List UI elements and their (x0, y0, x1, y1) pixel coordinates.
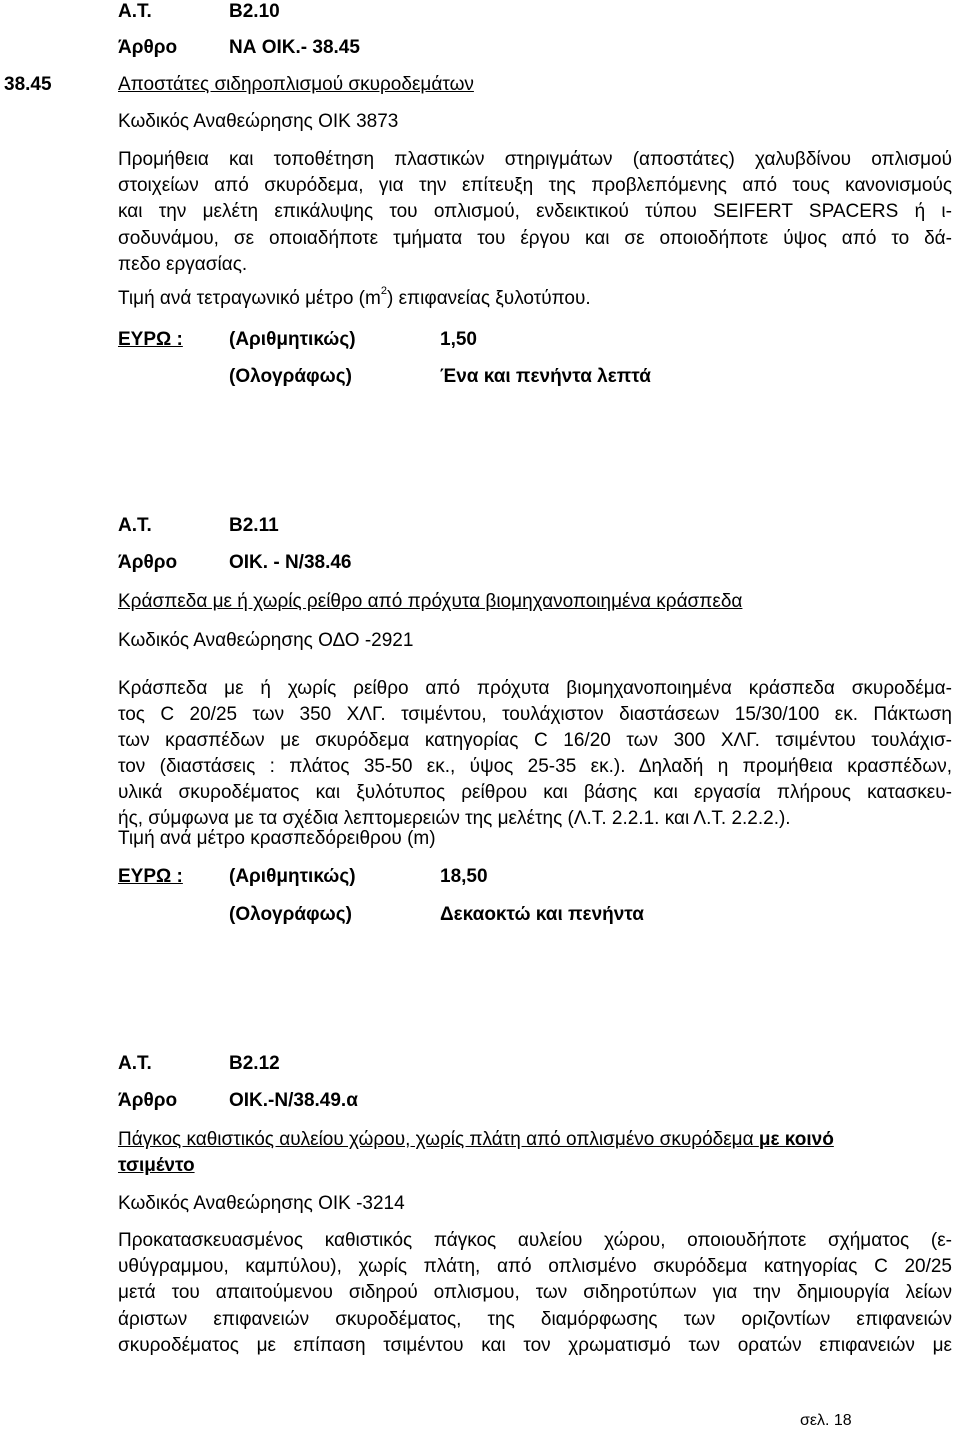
item2-description-line: των κρασπέδων με σκυρόδεμα κατηγορίας C 16/20 των 300 ΧΛΓ. τσιμέντου τουλάχισ- (118, 730, 952, 751)
item3-revision-code: Κωδικός Αναθεώρησης ΟΙΚ -3214 (118, 1193, 405, 1214)
item3-description-line: σκυροδέματος με επίπαση τσιμέντου και τον χρωματισμό των ορατών επιφανειών με (118, 1334, 952, 1356)
item2-numeric-label: (Αριθμητικώς) (229, 866, 356, 887)
item3-description-line: μετά του απαιτούμενου σιδηρού οπλισμου, των σιδηροτύπων για την δημιουργία λείων (118, 1282, 952, 1304)
item1-revision-code: Κωδικός Αναθεώρησης ΟΙΚ 3873 (118, 111, 399, 132)
item1-unit-before: Τιμή ανά τετραγωνικό μέτρο (m (118, 288, 381, 309)
item1-arthro-value: ΝΑ ΟΙΚ.- 38.45 (229, 37, 360, 58)
item1-description (118, 147, 952, 278)
item2-description (118, 676, 952, 832)
item2-title: Κράσπεδα με ή χωρίς ρείθρο από πρόχυτα βιομηχανοποιημένα κράσπεδα (118, 591, 743, 612)
item1-words-label: (Ολογράφως) (229, 366, 352, 387)
item3-description (118, 1228, 952, 1359)
item3-at-value: Β2.12 (229, 1053, 280, 1074)
item1-unit-sup: 2 (380, 285, 387, 297)
item2-at-label: Α.Τ. (118, 515, 152, 536)
item2-at-value: Β2.11 (229, 515, 279, 536)
item2-euro-label: ΕΥΡΩ : (118, 866, 183, 887)
item3-title-plain: Πάγκος καθιστικός αυλείου χώρου, χωρίς πλάτη από οπλισμένο σκυρόδεμα (118, 1129, 759, 1150)
item1-number: 38.45 (4, 74, 52, 95)
item2-description-line: ής, σύμφωνα με τα σχέδια λεπτομερειών της μελέτης (Λ.Τ. 2.2.1. και Λ.Τ. 2.2.2.). (118, 808, 791, 829)
item1-euro-label: ΕΥΡΩ : (118, 329, 183, 350)
item3-title-line2: τσιμέντο (118, 1155, 195, 1176)
item1-at-value: Β2.10 (229, 1, 280, 22)
item1-unit-text (118, 285, 591, 309)
item2-revision-code: Κωδικός Αναθεώρησης ΟΔΟ -2921 (118, 630, 414, 651)
item3-description-line: υθύγραμμου, καμπύλου), χωρίς πλάτη, από οπλισμένο σκυρόδεμα κατηγορίας C 20/25 (118, 1256, 952, 1278)
item1-description-line: και την μελέτη επικάλυψης του οπλισμού, ενδεικτικού τύπου SEIFERT SPACERS ή ι- (118, 201, 952, 223)
item1-description-line: Προμήθεια και τοποθέτηση πλαστικών στηριγμάτων (αποστάτες) χαλυβδίνου οπλισμού (118, 149, 952, 170)
item1-description-line: σοδυνάμου, σε οποιαδήποτε τμήματα του έργου και σε οποιοδήποτε ύψος από το δά- (118, 227, 952, 249)
item1-words-value: Ένα και πενήντα λεπτά (440, 366, 651, 387)
item1-title: Αποστάτες σιδηροπλισμού σκυροδεμάτων (118, 74, 474, 95)
item3-description-line: Προκατασκευασμένος καθιστικός πάγκος αυλείου χώρου, οποιουδήποτε σχήματος (ε- (118, 1230, 952, 1251)
item1-numeric-label: (Αριθμητικώς) (229, 329, 356, 350)
item2-arthro-value: ΟΙΚ. - Ν/38.46 (229, 552, 352, 573)
item1-at-label: Α.Τ. (118, 1, 152, 22)
item3-title (118, 1130, 834, 1149)
item3-description-line: άριστων επιφανειών σκυροδέματος, της διαμόρφωσης των οριζοντίων επιφανειών (118, 1308, 952, 1330)
item1-description-line: πεδο εργασίας. (118, 253, 248, 275)
item1-arthro-label: Άρθρο (118, 37, 178, 58)
item2-words-label: (Ολογράφως) (229, 904, 352, 925)
item2-description-line: Κράσπεδα με ή χωρίς ρείθρο από πρόχυτα βιομηχανοποιημένα κράσπεδα σκυροδέμα- (118, 678, 952, 699)
item2-description-line: τος C 20/25 των 350 ΧΛΓ. τσιμέντου, τουλάχιστον διαστάσεων 15/30/100 εκ. Πάκτωση (118, 704, 952, 725)
item3-arthro-label: Άρθρο (118, 1090, 178, 1111)
item3-title-bold: με κοινό (758, 1129, 834, 1150)
page-number: σελ. 18 (800, 1412, 852, 1429)
item1-numeric-value: 1,50 (440, 329, 477, 350)
item1-description-line: στοιχείων από σκυρόδεμα, για την επίτευξη της προβλεπόμενης από τους κανονισμούς (118, 175, 952, 197)
item1-unit-after: ) επιφανείας ξυλοτύπου. (386, 288, 591, 309)
item2-words-value: Δεκαοκτώ και πενήντα (440, 904, 644, 925)
item3-at-label: Α.Τ. (118, 1053, 152, 1074)
item3-arthro-value: ΟΙΚ.-Ν/38.49.α (229, 1090, 358, 1111)
item2-description-line: τον (διαστάσεις : πλάτος 35-50 εκ., ύψος 25-35 εκ.). Δηλαδή η προμήθεια κρασπέδων, (118, 756, 952, 777)
item2-arthro-label: Άρθρο (118, 552, 178, 573)
item2-description-line: υλικά σκυροδέματος και ξυλότυπος ρείθρου και βάσης και εργασία πλήρους κατασκευ- (118, 782, 952, 803)
item2-unit-text: Τιμή ανά μέτρο κρασπεδόρειθρου (m) (118, 828, 436, 849)
item2-numeric-value: 18,50 (440, 866, 488, 887)
